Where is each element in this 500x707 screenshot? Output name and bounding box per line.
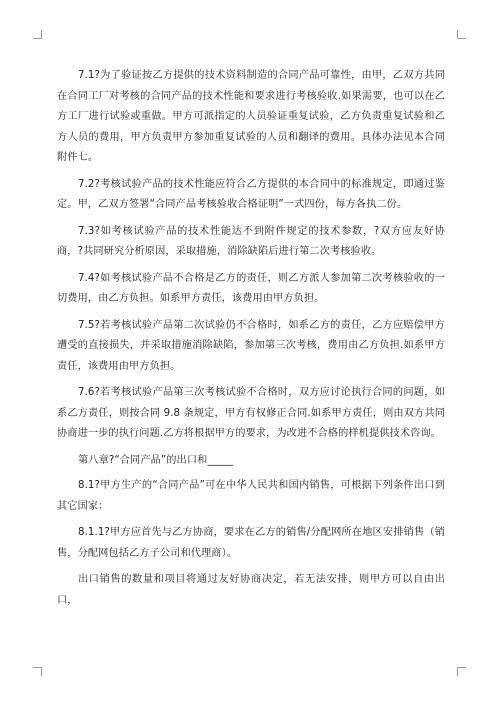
crop-mark-top-left xyxy=(33,30,42,39)
document-body xyxy=(57,66,445,617)
crop-mark-top-right xyxy=(457,30,466,39)
paragraph-7-4: 7.4?如考核试验产品不合格是乙方的责任，则乙方派人参加第二次考核验收的一切费用，由乙方负担。如系甲方责任，该费用由甲方负担。 xyxy=(57,272,445,304)
chapter-8-heading: 第八章?“合同产品”的出口和_____ xyxy=(78,454,234,466)
paragraph-7-1: 7.1?为了验证按乙方提供的技术资料制造的合同产品可靠性，由甲，乙双方共同在合同工厂对考核的合同产品的技术性能和要求进行考核验收.如果需要，也可以在乙方工厂进行试验或重做。甲方可派指定的人员验证重复试验，乙方负责重复试验和乙方人员的费用，甲方负责甲方参加重复试验的人员和翻译的费用。具体办法见本合同附件七。 xyxy=(57,70,445,163)
paragraph-8-1-1: 8.1.1?甲方应首先与乙方协商，要求在乙方的销售/分配网所在地区安排销售（销售，分配网包括乙方子公司和代理商）。 xyxy=(57,527,445,559)
paragraph-8-1: 8.1?甲方生产的“合同产品”可在中华人民共和国内销售，可根据下列条件出口到其它国家： xyxy=(57,480,445,512)
paragraph-7-6: 7.6?若考核试验产品第三次考核试验不合格时，双方应讨论执行合同的问题，如系乙方责任，则按合同 9.8 条规定，甲方有权修正合同.如系甲方责任，则由双方共同协商进一步的执行问题.乙方将根据甲方的要求，为改进不合格的样机提供技术咨询。 xyxy=(57,387,445,439)
paragraph-7-2: 7.2?考核试验产品的技术性能应符合乙方提供的本合同中的标准规定，即通过鉴定。甲，乙双方签署“合同产品考核验收合格证明”一式四份，每方各执二份。 xyxy=(57,178,445,210)
crop-mark-bottom-right xyxy=(457,667,466,676)
paragraph-export-sales: 出口销售的数量和项目将通过友好协商决定，若无法安排，则甲方可以自由出口， xyxy=(57,574,445,606)
crop-mark-bottom-left xyxy=(33,667,42,676)
paragraph-7-5: 7.5?若考核试验产品第二次试验仍不合格时，如系乙方的责任，乙方应赔偿甲方遭受的直接损失，并采取措施消除缺陷，参加第三次考核，费用由乙方负担.如系甲方责任，该费用由甲方负担。 xyxy=(57,319,445,372)
paragraph-7-3: 7.3?如考核试验产品的技术性能达不到附件规定的技术参数，?双方应友好协商，?共同研究分析原因，采取措施，消除缺陷后进行第二次考核验收。 xyxy=(57,225,445,257)
